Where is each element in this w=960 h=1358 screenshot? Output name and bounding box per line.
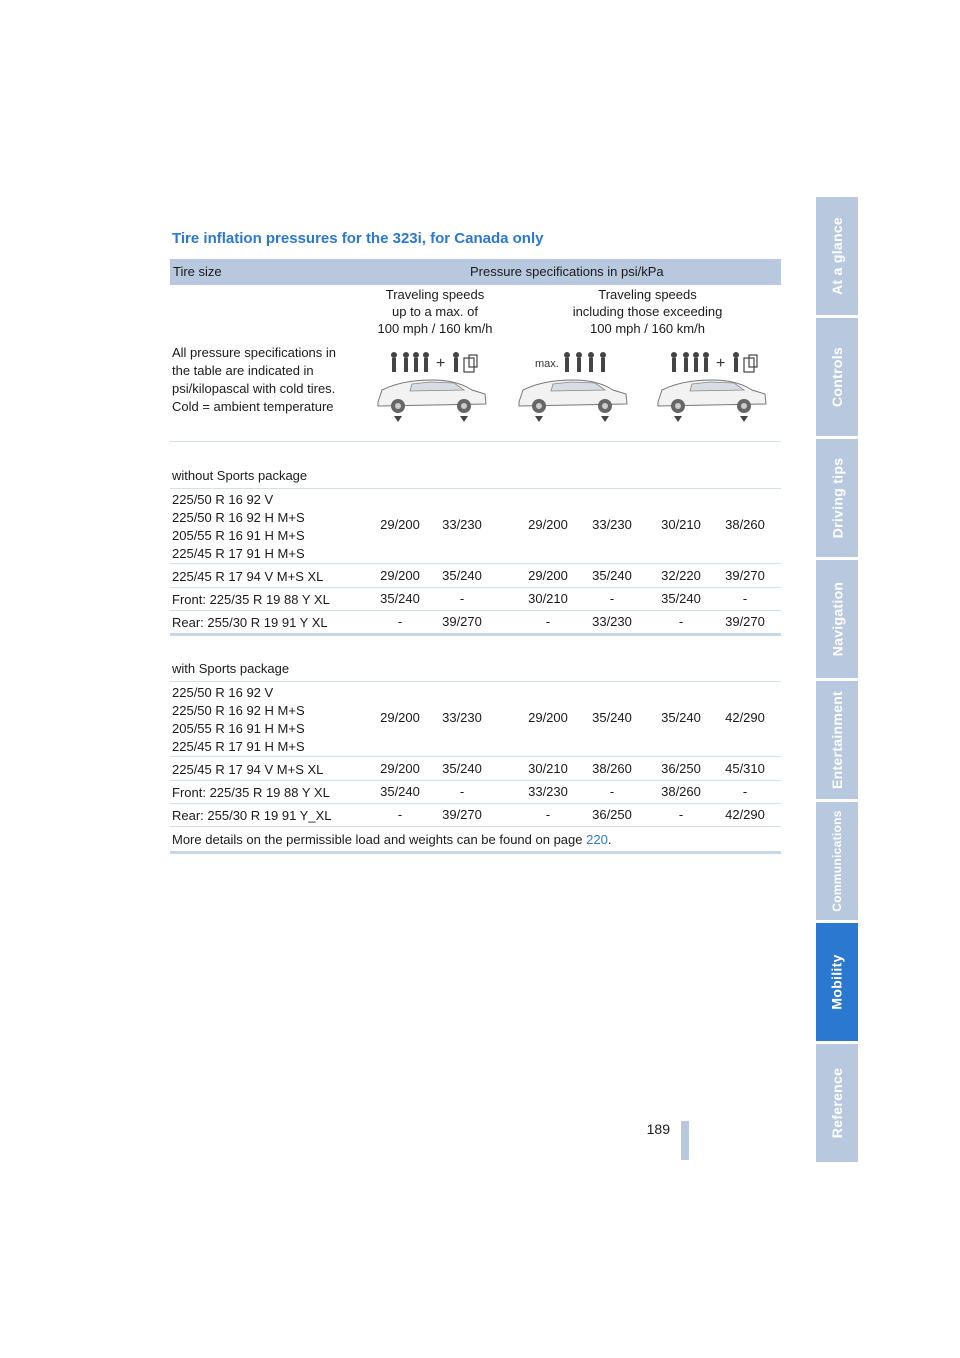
page-marker (681, 1121, 689, 1160)
separator (170, 563, 781, 564)
pressure-value: 39/270 (442, 807, 482, 822)
table-row (170, 684, 781, 756)
pressure-value: - (678, 807, 684, 822)
tab-label: Mobility (829, 954, 846, 1010)
pressure-value: 30/210 (528, 591, 568, 606)
speed-line: 100 mph / 160 km/h (377, 321, 493, 336)
pressure-value: - (609, 784, 615, 799)
tab-label: Navigation (829, 581, 846, 657)
pressure-value: 33/230 (592, 517, 632, 532)
pressure-value: - (459, 784, 465, 799)
footnote-end: . (607, 832, 612, 847)
pressure-value: 39/270 (725, 614, 765, 629)
pressure-value: - (742, 784, 748, 799)
header-pressure: Pressure specifications in psi/kPa (470, 264, 664, 279)
page-link[interactable]: 220 (586, 832, 608, 847)
load-full-with-luggage-icon (652, 350, 772, 425)
pressure-value: - (545, 807, 551, 822)
pressure-value: 29/200 (528, 517, 568, 532)
chapter-tabs (816, 197, 858, 1165)
tire-line: 205/55 R 16 91 H M+S (172, 721, 305, 736)
desc-line: psi/kilopascal with cold tires. (172, 381, 336, 396)
pressure-value: 29/200 (380, 761, 420, 776)
tire-size: Front: 225/35 R 19 88 Y XL (172, 592, 330, 607)
pressure-value: 35/240 (592, 568, 632, 583)
pressure-value: - (609, 591, 615, 606)
speed-header-low (360, 286, 510, 337)
table-row (170, 568, 781, 586)
tab-driving-tips[interactable] (816, 439, 858, 557)
pressure-value: 35/240 (380, 591, 420, 606)
tire-size (172, 684, 305, 756)
pressure-value: 45/310 (725, 761, 765, 776)
tab-label: Driving tips (829, 457, 846, 539)
tab-communications[interactable] (816, 802, 858, 920)
group-label: without Sports package (172, 468, 308, 483)
max-label: max. (535, 358, 559, 370)
pressure-value: 39/270 (725, 568, 765, 583)
header-tire-size: Tire size (173, 264, 222, 279)
table-row (170, 784, 781, 802)
tab-label: At a glance (829, 217, 845, 295)
tire-line: 225/50 R 16 92 V (172, 685, 274, 700)
tire-line: 225/50 R 16 92 H M+S (172, 510, 305, 525)
load-max-icon (513, 350, 633, 425)
pressure-value: 38/260 (725, 517, 765, 532)
pressure-value: - (545, 614, 551, 629)
tab-label: Entertainment (829, 690, 845, 790)
pressure-value: 33/230 (442, 710, 482, 725)
tab-label: Reference (829, 1067, 845, 1139)
pressure-value: - (397, 614, 403, 629)
tab-reference[interactable] (816, 1044, 858, 1162)
separator (170, 756, 781, 757)
separator (170, 441, 781, 442)
separator (170, 587, 781, 588)
pressure-value: 39/270 (442, 614, 482, 629)
table-row (170, 614, 781, 632)
pressure-value: - (459, 591, 465, 606)
tire-size: 225/45 R 17 94 V M+S XL (172, 569, 324, 584)
pressure-value: 30/210 (661, 517, 701, 532)
section-title: Tire inflation pressures for the 323i, for Canada only (172, 230, 544, 247)
tab-label: Controls (829, 347, 846, 407)
pressure-description (172, 344, 357, 416)
pressure-value: 33/230 (442, 517, 482, 532)
tire-size (172, 491, 305, 563)
separator (170, 488, 781, 489)
pressure-value: 42/290 (725, 710, 765, 725)
desc-line: Cold = ambient temperature (172, 399, 334, 414)
tire-size: Front: 225/35 R 19 88 Y XL (172, 785, 330, 800)
pressure-value: 32/220 (661, 568, 701, 583)
speed-header-high (550, 286, 745, 337)
pressure-value: 38/260 (661, 784, 701, 799)
tab-label: Communications (830, 810, 845, 912)
separator (170, 803, 781, 804)
pressure-value: - (397, 807, 403, 822)
footnote (172, 832, 611, 847)
plus-sign: + (716, 355, 726, 372)
load-full-with-luggage-icon (372, 350, 492, 425)
separator (170, 780, 781, 781)
desc-line: the table are indicated in (172, 363, 314, 378)
pressure-value: 33/230 (528, 784, 568, 799)
tire-line: 225/45 R 17 91 H M+S (172, 546, 305, 561)
table-header (170, 259, 781, 285)
tire-size: Rear: 255/30 R 19 91 Y XL (172, 615, 328, 630)
speed-line: 100 mph / 160 km/h (590, 321, 705, 336)
separator (170, 826, 781, 827)
separator (170, 681, 781, 682)
page-number: 189 (646, 1121, 670, 1137)
speed-line: including those exceeding (572, 304, 723, 319)
table-row (170, 591, 781, 609)
pressure-value: 38/260 (592, 761, 632, 776)
pressure-value: 35/240 (442, 761, 482, 776)
tire-line: 225/50 R 16 92 V (172, 492, 274, 507)
plus-sign: + (436, 355, 446, 372)
pressure-value: 42/290 (725, 807, 765, 822)
pressure-value: 36/250 (661, 761, 701, 776)
pressure-value: 29/200 (380, 568, 420, 583)
pressure-value: 35/240 (661, 591, 701, 606)
pressure-value: 35/240 (442, 568, 482, 583)
tire-line: 225/45 R 17 91 H M+S (172, 739, 305, 754)
tab-at-a-glance[interactable] (816, 197, 858, 315)
pressure-value: 35/240 (592, 710, 632, 725)
pressure-value: 36/250 (592, 807, 632, 822)
tire-line: 205/55 R 16 91 H M+S (172, 528, 305, 543)
tab-controls[interactable] (816, 318, 858, 436)
pressure-value: 29/200 (380, 517, 420, 532)
footnote-text: More details on the permissible load and weights can be found on page (172, 832, 587, 847)
pressure-value: 33/230 (592, 614, 632, 629)
speed-line: Traveling speeds (598, 287, 697, 302)
pressure-value: - (678, 614, 684, 629)
group-label: with Sports package (172, 661, 290, 676)
tire-size: 225/45 R 17 94 V M+S XL (172, 762, 324, 777)
desc-line: All pressure specifications in (172, 345, 337, 360)
tab-mobility[interactable] (816, 923, 858, 1041)
tire-line: 225/50 R 16 92 H M+S (172, 703, 305, 718)
pressure-value: 30/210 (528, 761, 568, 776)
separator (170, 633, 781, 636)
speed-line: Traveling speeds (385, 287, 485, 302)
tire-size: Rear: 255/30 R 19 91 Y_XL (172, 808, 332, 823)
speed-line: up to a max. of (392, 304, 478, 319)
pressure-value: 29/200 (380, 710, 420, 725)
tab-entertainment[interactable] (816, 681, 858, 799)
pressure-value: - (742, 591, 748, 606)
table-row (170, 491, 781, 563)
pressure-value: 29/200 (528, 710, 568, 725)
pressure-value: 29/200 (528, 568, 568, 583)
separator (170, 610, 781, 611)
separator (170, 851, 781, 854)
pressure-value: 35/240 (661, 710, 701, 725)
pressure-value: 35/240 (380, 784, 420, 799)
table-row (170, 807, 781, 825)
tab-navigation[interactable] (816, 560, 858, 678)
table-row (170, 761, 781, 779)
